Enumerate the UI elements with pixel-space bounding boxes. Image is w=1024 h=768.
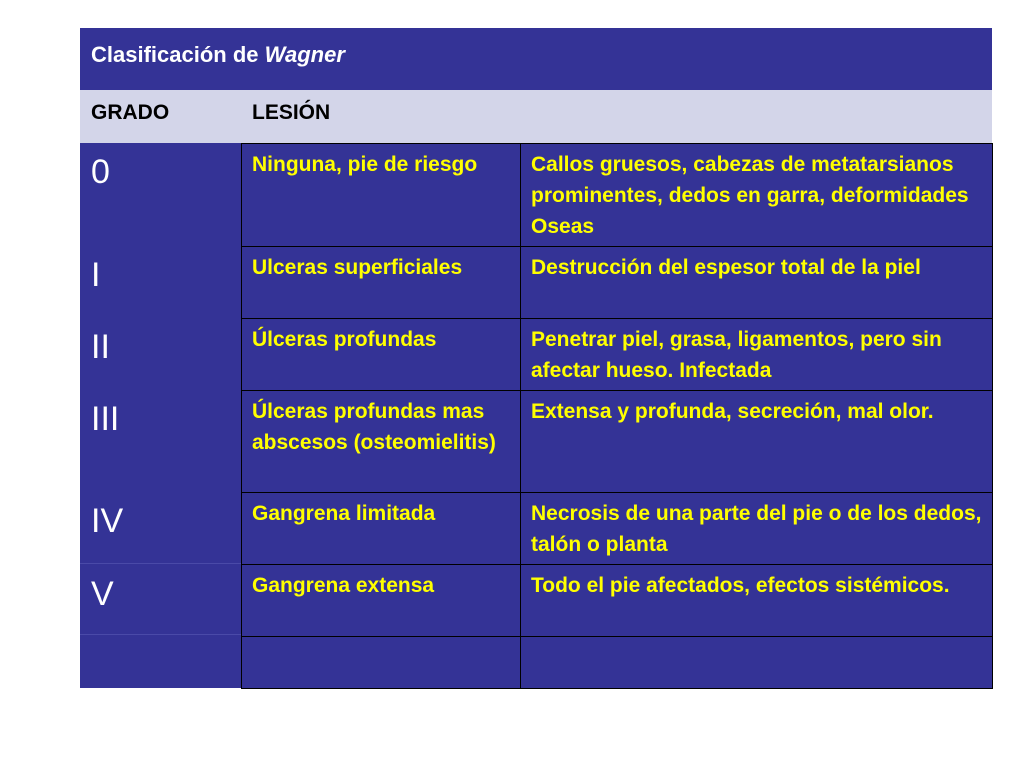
lesion-cell: Úlceras profundas bbox=[242, 319, 521, 391]
lesion-cell bbox=[242, 637, 521, 689]
lesion-table bbox=[241, 143, 993, 689]
description-cell bbox=[521, 637, 993, 689]
description-cell: Todo el pie afectados, efectos sistémicos. bbox=[521, 565, 993, 637]
lesion-cell: Ninguna, pie de riesgo bbox=[242, 144, 521, 247]
table-row bbox=[242, 391, 993, 493]
description-cell: Destrucción del espesor total de la piel bbox=[521, 247, 993, 319]
description-cell: Extensa y profunda, secreción, mal olor. bbox=[521, 391, 993, 493]
header-lesion: LESIÓN bbox=[252, 101, 331, 124]
grade-1: I bbox=[91, 256, 101, 294]
table-title bbox=[80, 28, 992, 90]
grade-3: III bbox=[91, 400, 120, 438]
grade-4: IV bbox=[91, 502, 124, 540]
table-body bbox=[80, 143, 992, 688]
description-cell: Callos gruesos, cabezas de metatarsianos prominentes, dedos en garra, deformidades Oseas bbox=[521, 144, 993, 247]
grade-2: II bbox=[91, 328, 110, 366]
lesion-cell: Ulceras superficiales bbox=[242, 247, 521, 319]
grade-0: 0 bbox=[91, 153, 110, 191]
table-row bbox=[242, 493, 993, 565]
description-cell: Penetrar piel, grasa, ligamentos, pero sin afectar hueso. Infectada bbox=[521, 319, 993, 391]
grade-divider bbox=[80, 563, 241, 564]
grade-column bbox=[80, 143, 241, 688]
lesion-cell: Gangrena extensa bbox=[242, 565, 521, 637]
header-grado: GRADO bbox=[91, 101, 170, 124]
table-row bbox=[242, 144, 993, 247]
table-row bbox=[242, 247, 993, 319]
table-row bbox=[242, 565, 993, 637]
header-row bbox=[80, 90, 992, 143]
lesion-cell: Gangrena limitada bbox=[242, 493, 521, 565]
table-row bbox=[242, 637, 993, 689]
description-cell: Necrosis de una parte del pie o de los dedos, talón o planta bbox=[521, 493, 993, 565]
grade-5: V bbox=[91, 575, 114, 613]
lesion-cell: Úlceras profundas mas abscesos (osteomielitis) bbox=[242, 391, 521, 493]
title-name: Wagner bbox=[264, 42, 345, 67]
table-row bbox=[242, 319, 993, 391]
grade-divider bbox=[80, 634, 241, 635]
title-prefix: Clasificación de bbox=[91, 42, 265, 67]
wagner-table bbox=[80, 28, 992, 688]
